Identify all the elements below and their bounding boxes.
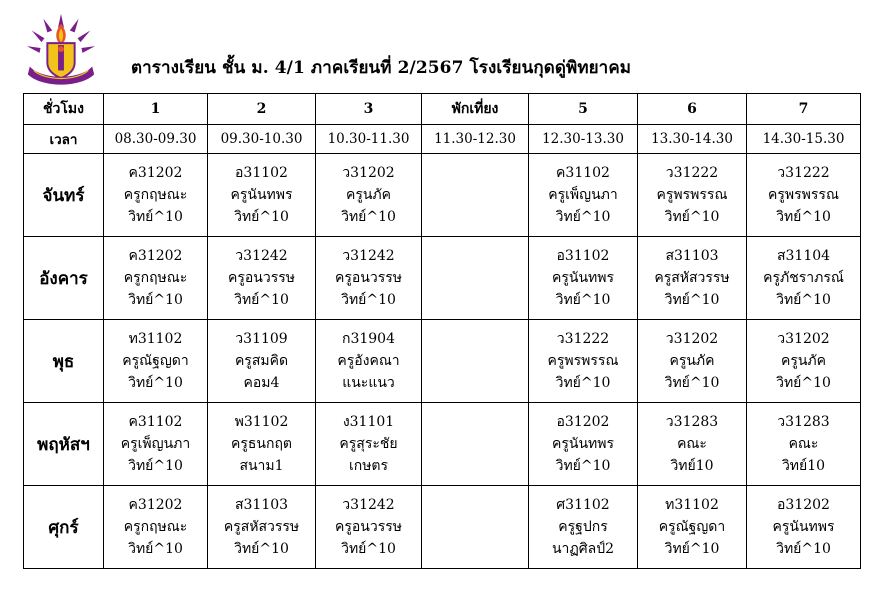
day-name-cell: ศุกร์ [24,486,104,569]
teacher-name: ครูกฤษณะ [123,519,188,535]
subject-code: ค31202 [128,165,183,181]
subject-code: ท31102 [665,497,719,513]
period-header-cell: 7 [747,94,861,125]
subject-code: อ31102 [556,248,610,264]
day-name-cell: พุธ [24,320,104,403]
class-cell [208,403,316,486]
teacher-name: ครูณัฐญดา [658,519,726,535]
day-name-cell: จันทร์ [24,154,104,237]
teacher-name: ครูฐปกร [558,519,608,535]
teacher-name: ครูธนกฤต [230,436,293,452]
class-cell [638,154,747,237]
room-name: วิทย์10 [670,458,714,474]
class-cell [104,320,208,403]
class-cell [529,154,638,237]
class-cell [104,154,208,237]
school-emblem-logo [22,10,100,88]
time-cell: 12.30-13.30 [529,125,638,154]
class-cell [529,486,638,569]
subject-code: อ31102 [235,165,288,181]
room-name: วิทย์^10 [128,458,183,474]
room-name: วิทย์^10 [341,209,396,225]
day-row [24,237,861,320]
time-row-label: เวลา [24,125,104,154]
teacher-name: ครูอังคณา [337,353,400,369]
subject-code: ว31222 [777,165,830,181]
class-cell [104,237,208,320]
teacher-name: ครูนันทพร [551,270,614,286]
teacher-name: ครูกฤษณะ [123,187,188,203]
subject-code: ส31104 [776,248,831,264]
class-cell [208,486,316,569]
room-name: วิทย์^10 [555,458,611,474]
class-cell [104,486,208,569]
lunch-break-cell [422,486,529,569]
class-cell [638,486,747,569]
teacher-name: ครูเพ็ญนภา [120,436,191,452]
day-name-cell: อังคาร [24,237,104,320]
lunch-break-cell [422,154,529,237]
teacher-name: ครูเพ็ญนภา [548,187,618,203]
teacher-name: ครูพรพรรณ [547,353,619,369]
subject-code: ศ31102 [556,497,610,513]
subject-code: ว31222 [556,331,610,347]
class-cell [747,320,861,403]
subject-code: ท31102 [128,331,183,347]
subject-code: ส31103 [665,248,719,264]
class-cell [316,403,422,486]
room-name: นาฏศิลป์2 [551,541,615,557]
subject-code: ว31283 [777,414,830,430]
subject-code: ค31202 [128,497,183,513]
subject-code: ว31202 [342,165,395,181]
room-name: แนะแนว [342,375,395,391]
room-name: วิทย์^10 [234,209,289,225]
teacher-name: ครูนภัค [669,353,715,369]
period-header-row [24,94,861,125]
class-cell [747,237,861,320]
room-name: วิทย์^10 [555,375,611,391]
subject-code: ก31904 [341,331,395,347]
room-name: คอม4 [243,375,280,391]
teacher-name: ครูสหัสวรรษ [654,270,730,286]
room-name: วิทย์^10 [664,292,720,308]
room-name: วิทย์^10 [555,209,611,225]
teacher-name: คณะ [788,436,819,452]
period-header-cell: 1 [104,94,208,125]
subject-code: ส31103 [234,497,289,513]
teacher-name: ครูนันทพร [551,436,614,452]
teacher-name: ครูนันทพร [230,187,293,203]
subject-code: ว31109 [235,331,288,347]
lunch-break-cell [422,237,529,320]
teacher-name: ครูนภัค [345,187,392,203]
class-cell [638,403,747,486]
teacher-name: ครูสมคิด [234,353,289,369]
teacher-name: ครูนภัค [780,353,827,369]
room-name: สนาม1 [239,458,284,474]
class-cell [747,486,861,569]
time-cell: 13.30-14.30 [638,125,747,154]
class-cell [529,403,638,486]
time-cell: 11.30-12.30 [422,125,529,154]
class-cell [747,403,861,486]
teacher-name: ครูอนวรรษ [228,270,295,286]
teacher-name: ครูสุระชัย [339,436,398,452]
lunch-break-cell [422,403,529,486]
room-name: วิทย์^10 [776,209,831,225]
subject-code: ว31242 [342,497,395,513]
teacher-name: ครูณัฐญดา [122,353,189,369]
room-name: วิทย์^10 [128,209,183,225]
class-cell [638,320,747,403]
teacher-name: ครูอนวรรษ [335,270,402,286]
teacher-name: ครูภัชราภรณ์ [763,270,844,286]
subject-code: ค31102 [128,414,183,430]
lunch-header-cell: พักเที่ยง [422,94,529,125]
period-header-cell: 2 [208,94,316,125]
room-name: วิทย์^10 [664,209,720,225]
period-header-cell: 5 [529,94,638,125]
class-cell [316,486,422,569]
teacher-name: ครูพรพรรณ [656,187,728,203]
teacher-name: ครูพรพรรณ [768,187,839,203]
class-cell [638,237,747,320]
subject-code: ว31202 [665,331,719,347]
room-name: วิทย์^10 [341,541,396,557]
teacher-name: ครูอนวรรษ [335,519,402,535]
timetable-body [24,154,861,569]
subject-code: ง31101 [342,414,395,430]
subject-code: ว31202 [777,331,830,347]
class-cell [208,320,316,403]
room-name: วิทย์^10 [776,541,831,557]
subject-code: อ31202 [777,497,830,513]
time-cell: 09.30-10.30 [208,125,316,154]
day-row [24,486,861,569]
subject-code: ว31283 [665,414,719,430]
room-name: วิทย์^10 [234,292,289,308]
class-cell [529,237,638,320]
class-cell [208,237,316,320]
subject-code: ค31102 [556,165,610,181]
teacher-name: ครูนันทพร [772,519,835,535]
room-name: วิทย์10 [781,458,826,474]
day-row [24,320,861,403]
room-name: วิทย์^10 [128,541,183,557]
room-name: วิทย์^10 [776,375,831,391]
time-cell: 14.30-15.30 [747,125,861,154]
room-name: วิทย์^10 [664,375,720,391]
subject-code: ว31242 [342,248,395,264]
subject-code: อ31202 [556,414,610,430]
class-cell [316,320,422,403]
teacher-name: ครูกฤษณะ [123,270,188,286]
subject-code: พ31102 [234,414,289,430]
room-name: วิทย์^10 [776,292,831,308]
period-header-cell: 6 [638,94,747,125]
time-row [24,125,861,154]
period-header-label: ชั่วโมง [24,94,104,125]
class-cell [747,154,861,237]
room-name: วิทย์^10 [555,292,611,308]
room-name: วิทย์^10 [341,292,396,308]
room-name: วิทย์^10 [234,541,289,557]
time-cell: 10.30-11.30 [316,125,422,154]
room-name: วิทย์^10 [128,375,183,391]
teacher-name: ครูสหัสวรรษ [223,519,300,535]
timetable [23,93,861,569]
day-row [24,154,861,237]
room-name: เกษตร [348,458,389,474]
period-header-cell: 3 [316,94,422,125]
class-cell [316,237,422,320]
class-cell [104,403,208,486]
room-name: วิทย์^10 [664,541,720,557]
room-name: วิทย์^10 [128,292,183,308]
day-row [24,403,861,486]
class-cell [529,320,638,403]
lunch-break-cell [422,320,529,403]
class-cell [208,154,316,237]
page-title: ตารางเรียน ชั้น ม. 4/1 ภาคเรียนที่ 2/2567 โรงเรียนกุดดู่พิทยาคม [131,58,632,78]
time-cell: 08.30-09.30 [104,125,208,154]
subject-code: ว31222 [665,165,719,181]
subject-code: ว31242 [235,248,288,264]
class-cell [316,154,422,237]
teacher-name: คณะ [677,436,707,452]
day-name-cell: พฤหัสฯ [24,403,104,486]
subject-code: ค31202 [128,248,183,264]
